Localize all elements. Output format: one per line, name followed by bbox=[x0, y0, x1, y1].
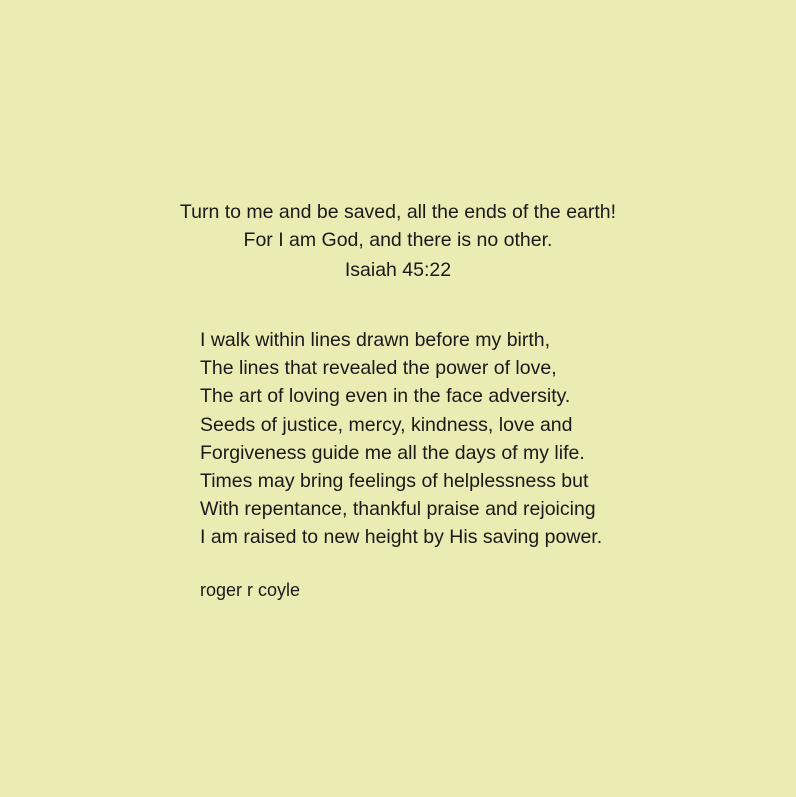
scripture-line-2: For I am God, and there is no other. bbox=[243, 229, 553, 251]
poem-line: Times may bring feelings of helplessness but bbox=[200, 470, 589, 493]
poem-line: I walk within lines drawn before my birth, bbox=[200, 329, 551, 351]
poem-line: The art of loving even in the face adversity. bbox=[200, 385, 571, 408]
author-name: roger r coyle bbox=[200, 580, 301, 600]
poem-line: With repentance, thankful praise and rejoicing bbox=[200, 498, 596, 521]
poem-body bbox=[200, 326, 760, 552]
scripture-reference: Isaiah 45:22 bbox=[344, 259, 452, 281]
poem-line: Seeds of justice, mercy, kindness, love and bbox=[200, 413, 573, 436]
scripture-line-1: Turn to me and be saved, all the ends of the earth! bbox=[179, 201, 617, 223]
poem-line: I am raised to new height by His saving power. bbox=[200, 526, 603, 549]
poem-line: Forgiveness guide me all the days of my life. bbox=[200, 441, 585, 464]
scripture-block bbox=[0, 198, 796, 284]
poem-line: The lines that revealed the power of love, bbox=[200, 357, 557, 380]
